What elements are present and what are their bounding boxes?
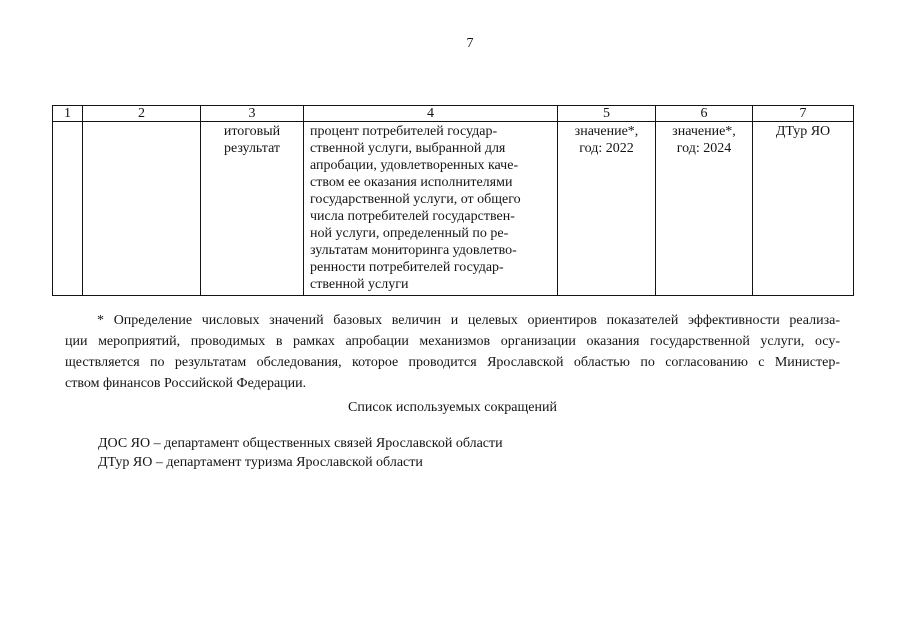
- description-line: государственной услуги, от общего: [310, 192, 521, 207]
- footnote-line: * Определение числовых значений базовых величин и целевых ориентиров показателей эффективности реализа-: [97, 313, 840, 328]
- result-type-line: результат: [223, 141, 281, 156]
- column-number-1: 1: [53, 106, 83, 122]
- abbreviations-heading: Список используемых сокращений: [348, 400, 557, 415]
- description-line: ственной услуги: [310, 277, 409, 292]
- footnote-line: ции мероприятий, проводимых в рамках апробации механизмов организации оказания государственной услуги, осу-: [65, 334, 840, 349]
- footnote: [65, 310, 840, 394]
- description-line: процент потребителей государ-: [310, 124, 498, 139]
- description-line: ством ее оказания исполнителями: [310, 175, 513, 190]
- table-cell-value-2022: [558, 122, 656, 296]
- description-line: зультатам мониторинга удовлетво-: [310, 243, 517, 258]
- table-cell-indicator-description: [304, 122, 558, 296]
- value-label: значение*,: [574, 124, 639, 139]
- responsible-department: ДТур ЯО: [775, 124, 831, 139]
- description-line: ственной услуги, выбранной для: [310, 141, 506, 156]
- column-number-7: 7: [753, 106, 854, 122]
- description-line: ренности потребителей государ-: [310, 260, 504, 275]
- column-number-6: 6: [656, 106, 753, 122]
- table-cell-responsible: [753, 122, 854, 296]
- description-line: апробации, удовлетворенных каче-: [310, 158, 519, 173]
- value-label: значение*,: [672, 124, 736, 139]
- abbreviation-item: ДТур ЯО – департамент туризма Ярославской области: [98, 455, 423, 470]
- table-cell-value-2024: [656, 122, 753, 296]
- column-number-5: 5: [558, 106, 656, 122]
- column-number-4: 4: [304, 106, 558, 122]
- column-number-2: 2: [83, 106, 201, 122]
- footnote-line: ством финансов Российской Федерации.: [65, 376, 307, 391]
- abbreviations-list: [98, 434, 503, 472]
- table-cell-col1: [53, 122, 83, 296]
- column-number-3: 3: [201, 106, 304, 122]
- abbreviation-item: ДОС ЯО – департамент общественных связей Ярославской области: [98, 436, 503, 451]
- description-line: числа потребителей государствен-: [310, 209, 515, 224]
- footnote-line: ществляется по результатам обследования, которое проводится Ярославской областью по согласованию с Министер-: [65, 355, 840, 370]
- table-cell-col2: [83, 122, 201, 296]
- table-cell-result-type: [201, 122, 304, 296]
- value-year: год: 2024: [676, 141, 732, 156]
- table-row: [53, 122, 854, 296]
- description-line: ной услуги, определенный по ре-: [310, 226, 509, 241]
- table-header-row: [53, 106, 854, 122]
- value-year: год: 2022: [579, 141, 634, 156]
- page-number: 7: [466, 36, 474, 51]
- result-type-line: итоговый: [223, 124, 281, 139]
- indicators-table: [52, 105, 854, 296]
